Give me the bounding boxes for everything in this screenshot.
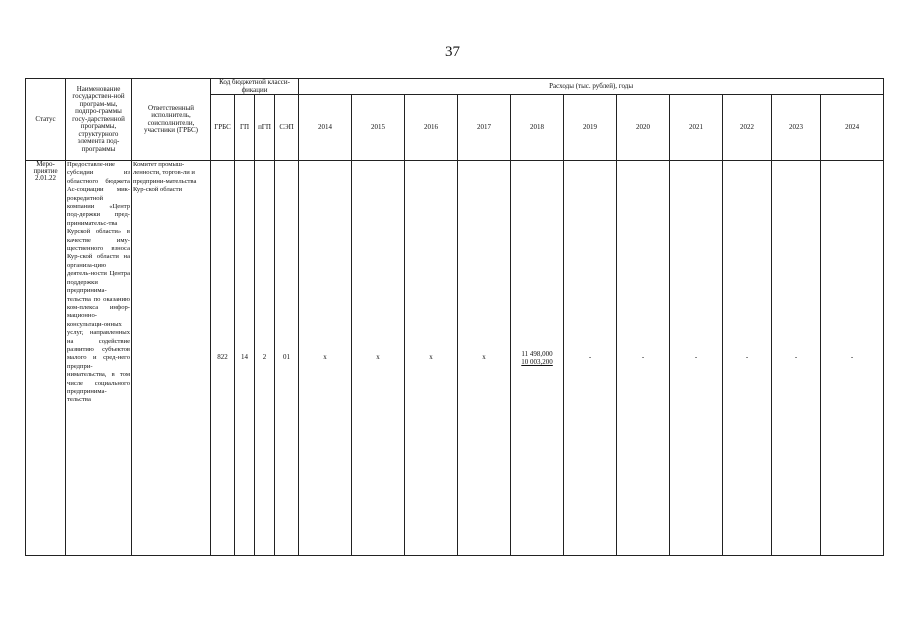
- page-number: 37: [445, 44, 460, 60]
- header-code-sep: СЭП: [275, 95, 299, 161]
- header-year: 2014: [299, 95, 352, 161]
- header-year: 2018: [511, 95, 564, 161]
- row-code-pgp: 2: [255, 161, 275, 556]
- row-value-2015: x: [352, 161, 405, 556]
- header-year: 2024: [821, 95, 884, 161]
- header-year: 2015: [352, 95, 405, 161]
- row-value-2014: x: [299, 161, 352, 556]
- row-value-2024: -: [821, 161, 884, 556]
- header-budget-code: Код бюджетной класси-фикации: [211, 79, 299, 95]
- header-status: Статус: [26, 79, 66, 161]
- row-value-2019: -: [564, 161, 617, 556]
- header-year: 2023: [772, 95, 821, 161]
- header-year: 2020: [617, 95, 670, 161]
- header-year: 2019: [564, 95, 617, 161]
- header-code-gp: ГП: [235, 95, 255, 161]
- header-code-pgp: пГП: [255, 95, 275, 161]
- row-value-2018: [511, 161, 564, 556]
- row-status: Меро-приятие 2.01.22: [26, 161, 66, 556]
- header-executor: Ответственный исполнитель, соисполнители, участники (ГРБС): [132, 79, 211, 161]
- header-year: 2022: [723, 95, 772, 161]
- row-value-2023: -: [772, 161, 821, 556]
- header-year: 2021: [670, 95, 723, 161]
- row-code-grbs: 822: [211, 161, 235, 556]
- amount-2018-line2: 10 003,200: [521, 358, 553, 366]
- row-executor: Комитет промыш-ленности, торгов-ли и предприни-мательства Кур-ской области: [132, 161, 211, 556]
- header-expenses: Расходы (тыс. рублей), годы: [299, 79, 884, 95]
- header-code-grbs: ГРБС: [211, 95, 235, 161]
- row-code-sep: 01: [275, 161, 299, 556]
- amount-2018-line1: 11 498,000: [521, 350, 553, 358]
- row-value-2022: -: [723, 161, 772, 556]
- row-code-gp: 14: [235, 161, 255, 556]
- row-value-2016: x: [405, 161, 458, 556]
- row-value-2020: -: [617, 161, 670, 556]
- row-value-2017: x: [458, 161, 511, 556]
- budget-table: [25, 78, 884, 556]
- header-year: 2016: [405, 95, 458, 161]
- row-value-2021: -: [670, 161, 723, 556]
- header-name: Наименование государствен-ной програм-мы, подпро-граммы госу-дарственной программы, структурного элемента под-программы: [66, 79, 132, 161]
- table-row: [26, 161, 884, 556]
- header-year: 2017: [458, 95, 511, 161]
- row-name: Предоставле-ние субсидии из областного бюджета Ас-социации мик-рокредитной компании «Центр под-держки пред-принимательс-тва Курской области» в качестве иму-щественного взноса Кур-ской области на организа-цию деятель-ности Центра поддержки предпринима-тельства по оказанию ком-плекса инфор-мационно-консультаци-онных услуг, направленных на содействие развитию субъектов малого и сред-него предпри-нимательства, в том числе социального предпринима-тельства: [66, 161, 132, 556]
